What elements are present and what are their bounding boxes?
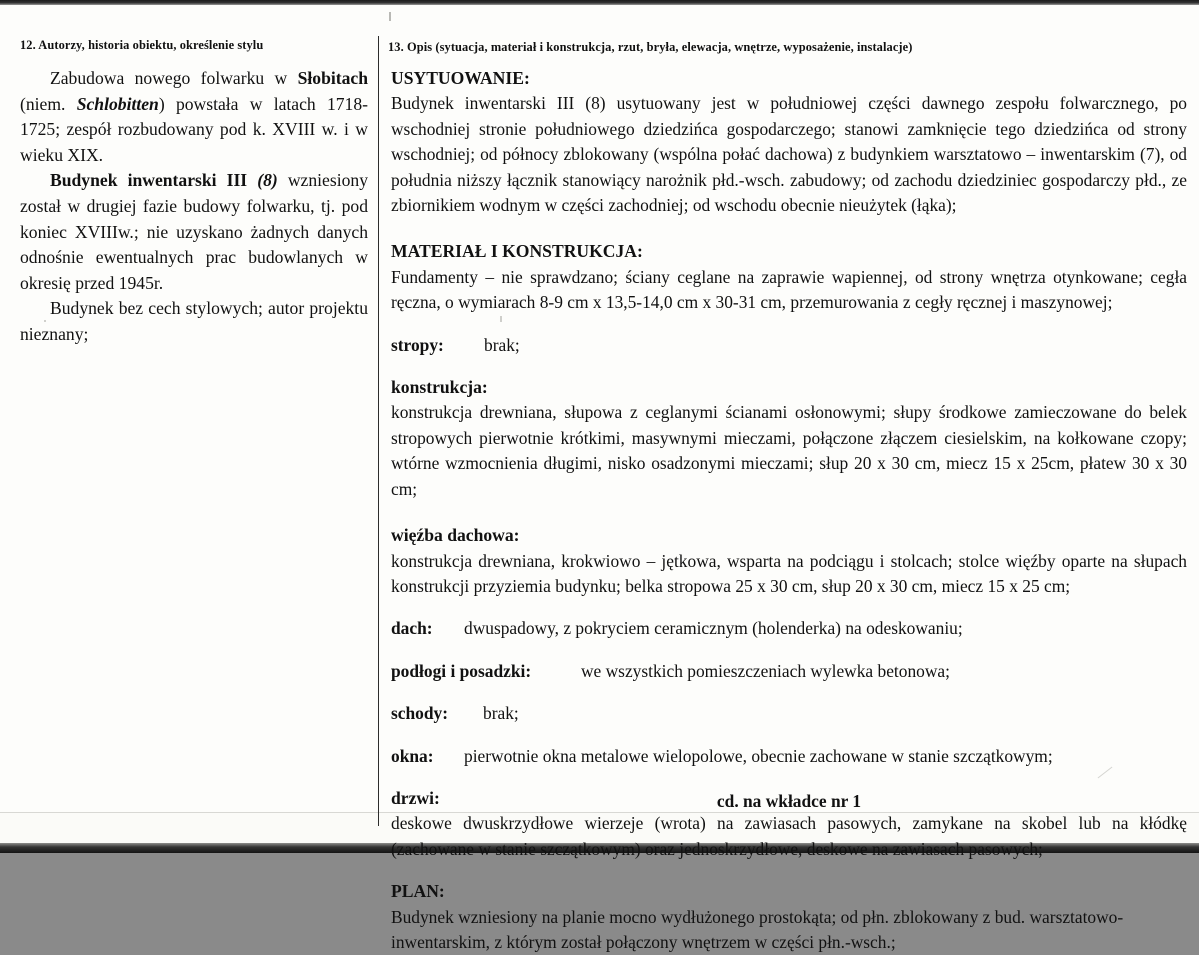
- entry-value-stropy: brak;: [484, 334, 520, 355]
- history-text-b: (niem.: [20, 93, 77, 114]
- scan-edge-top: [0, 0, 1199, 5]
- scan-speck: [389, 12, 391, 21]
- entry-label-stropy: stropy:: [391, 334, 444, 355]
- left-column-header: 12. Autorzy, historia obiektu, określenie stylu: [20, 38, 264, 52]
- right-column-body: [391, 66, 1187, 955]
- left-paragraph-history: [20, 66, 368, 168]
- place-name-german: Schlobitten: [76, 93, 159, 114]
- right-column-header: 13. Opis (sytuacja, materiał i konstrukcja, rzut, bryła, elewacja, wnętrze, wyposażenie, instalacje): [388, 40, 913, 54]
- section-title-konstrukcja: konstrukcja:: [391, 377, 488, 398]
- entry-value-okna: pierwotnie okna metalowe wielopolowe, obecnie zachowane w stanie szczątkowym;: [464, 745, 1053, 766]
- entry-dach: [391, 616, 1187, 641]
- entry-label-dach: dach:: [391, 618, 433, 639]
- spacer: [391, 727, 1187, 744]
- building-number: (8): [257, 170, 278, 191]
- column-divider: [378, 36, 379, 826]
- section-title-wiezba-dachowa: więźba dachowa:: [391, 525, 520, 546]
- history-text-a: Zabudowa nowego folwarku w: [50, 68, 298, 88]
- section-body-material: Fundamenty – nie sprawdzano; ściany ceglane na zaprawie wapiennej, od strony wnętrza otynkowane; cegła ręczna, o wymiarach 8-9 cm x 13,5-14,0 cm x 30-31 cm, przemurowania z cegły ręcznej i maszynowej;: [391, 266, 1187, 313]
- spacer: [391, 862, 1187, 879]
- left-paragraph-building: [20, 168, 368, 296]
- history-text-c: ) powstała w latach 1718-1725; zespół rozbudowany pod k. XVIII w. i w wieku XIX.: [20, 93, 368, 165]
- section-body-drzwi: deskowe dwuskrzydłowe wierzeje (wrota) na zawiasach pasowych, zamykane na skobel lub na kłódkę (zachowane w stanie szczątkowym) oraz jednoskrzydłowe, deskowe na zawiasach pasowych;: [391, 813, 1187, 859]
- spacer: [391, 218, 1187, 239]
- section-title-plan: PLAN:: [391, 881, 445, 902]
- entry-label-schody: schody:: [391, 703, 449, 724]
- spacer: [391, 316, 1187, 333]
- entry-schody: [391, 701, 1187, 726]
- section-title-usytuowanie: USYTUOWANIE:: [391, 68, 530, 88]
- section-body-wiezba-dachowa: konstrukcja drewniana, krokwiowo – jętkowa, wsparta na podciągu i stolcach; stolce więźby oparte na słupach konstrukcji przyziemia budynku; belka stropowa 25 x 30 cm, słup 20 x 30 cm, miecz 15 x 25 cm;: [391, 550, 1187, 596]
- entry-label-okna: okna:: [391, 745, 434, 766]
- spacer: [391, 684, 1187, 701]
- left-column-body: [20, 66, 368, 348]
- entry-value-dach: dwuspadowy, z pokryciem ceramicznym (holenderka) na odeskowaniu;: [464, 618, 963, 639]
- continuation-note: cd. na wkładce nr 1: [716, 791, 862, 811]
- section-body-konstrukcja: konstrukcja drewniana, słupowa z ceglanymi ścianami osłonowymi; słupy środkowe zamieczowane do belek stropowych pierwotnie krótkimi, masywnymi mieczami, połączone złączem ciesielskim, na kołkowane czopy; wtórne wzmocnienia długimi, nisko osadzonymi mieczami; słup 20 x 30 cm, miecz 15 x 25cm, płatew 30 x 30 cm;: [391, 402, 1187, 499]
- entry-value-schody: brak;: [483, 703, 519, 724]
- entry-stropy: [391, 333, 1187, 358]
- section-body-plan: Budynek wzniesiony na planie mocno wydłużonego prostokąta; od płn. zblokowany z bud. warsztatowo-inwentarskim, z którym został połączony wnętrzem w części płn.-wsch.;: [391, 906, 1124, 952]
- section-title-drzwi: drzwi:: [391, 787, 440, 808]
- entry-label-podlogi-posadzki: podłogi i posadzki:: [391, 660, 532, 681]
- entry-okna: [391, 744, 1187, 769]
- entry-podlogi-posadzki: [391, 659, 1187, 684]
- section-body-usytuowanie: Budynek inwentarski III (8) usytuowany jest w południowej części dawnego zespołu folwarcznego, po wschodniej stronie południowego dziedzińca gospodarczego; stanowi zamknięcie tego dziedzińca od strony wschodniej; od północy zblokowany (wspólna połać dachowa) z budynkiem warsztatowo – inwentarskim (7), od południa niższy łącznik stanowiący narożnik płd.-wsch. zabudowy; od zachodu dziedziniec gospodarczy płd., ze zbiornikiem wodnym w części zachodniej; od wschodu obecnie nieużytek (łąka);: [391, 93, 1187, 216]
- building-name: Budynek inwentarski III: [50, 170, 258, 191]
- left-paragraph-style: Budynek bez cech stylowych; autor projektu nieznany;: [20, 298, 368, 344]
- spacer: [391, 502, 1187, 523]
- spacer: [391, 358, 1187, 375]
- spacer: [391, 599, 1187, 616]
- spacer: [391, 769, 1187, 786]
- building-history-text: wzniesiony został w drugiej fazie budowy folwarku, tj. pod koniec XVIIIw.; nie uzyskano żadnych danych odnośnie ewentualnych prac budowlanych w okresię przed 1945r.: [20, 170, 368, 293]
- entry-value-podlogi-posadzki: we wszystkich pomieszczeniach wylewka betonowa;: [581, 660, 950, 681]
- spacer: [391, 642, 1187, 659]
- place-name-slobity: Słobitach: [297, 68, 368, 88]
- section-title-material: MATERIAŁ I KONSTRUKCJA:: [391, 241, 643, 262]
